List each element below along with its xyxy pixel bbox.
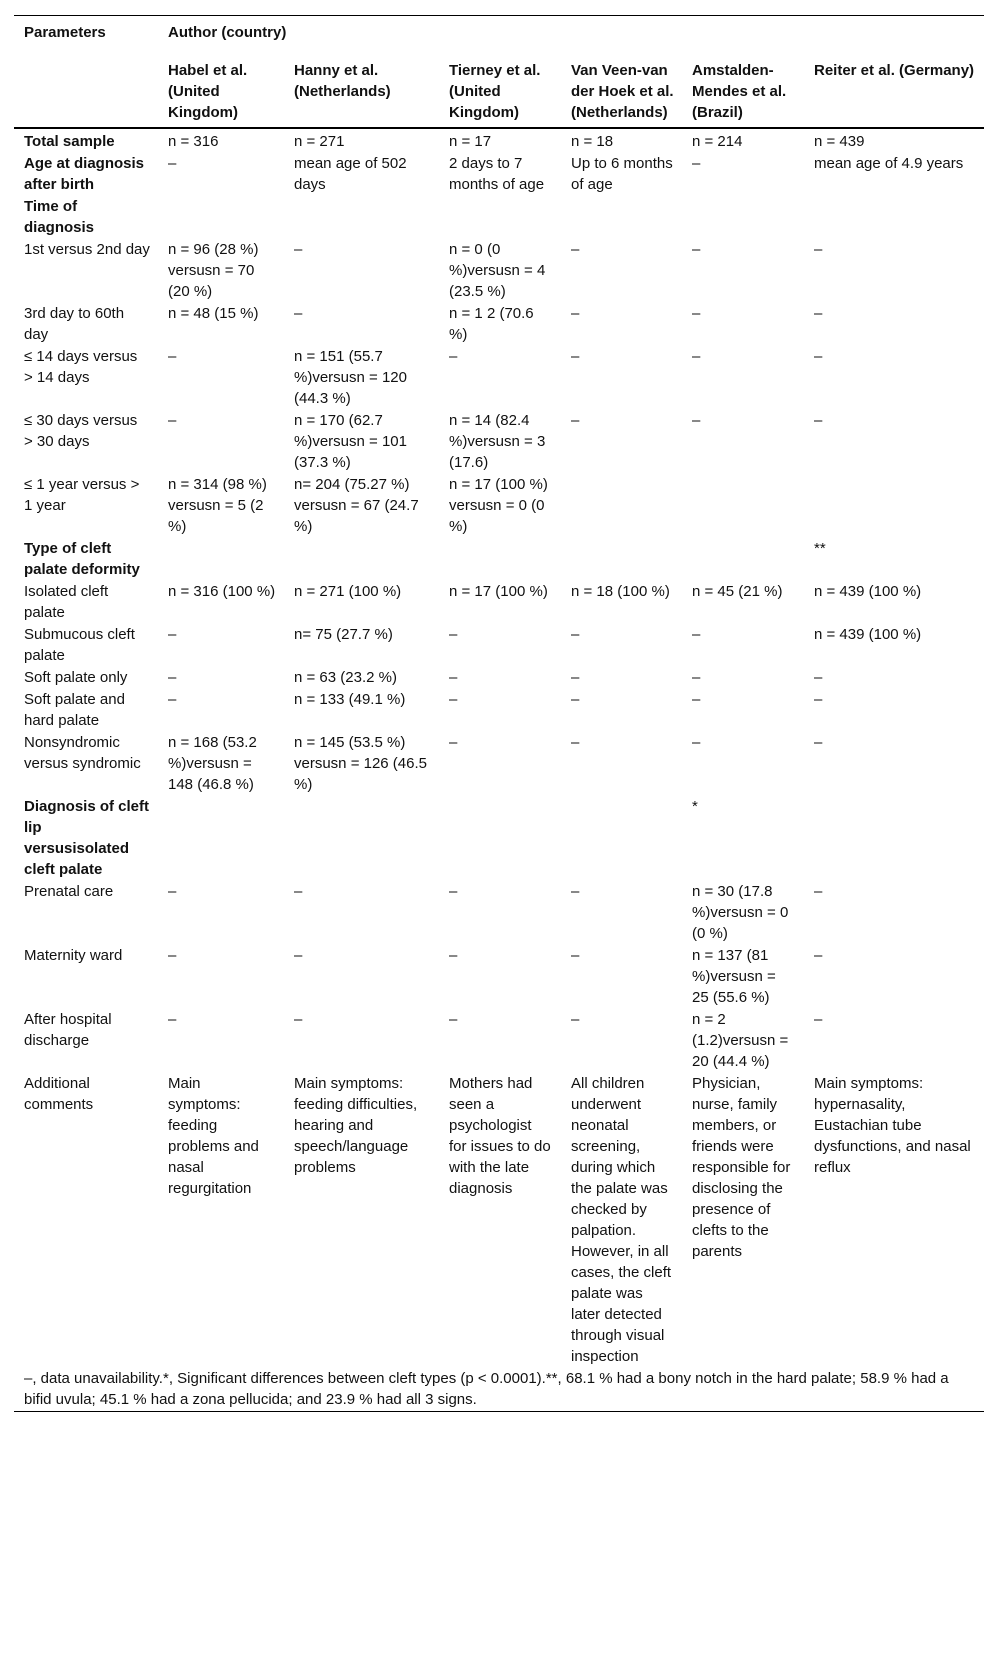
table-cell: – bbox=[449, 734, 458, 751]
table-row bbox=[14, 689, 984, 732]
table-cell: – bbox=[571, 626, 580, 643]
table-row bbox=[14, 581, 984, 624]
table-cell: n = 439 (100 %) bbox=[814, 583, 922, 600]
table-cell: – bbox=[294, 883, 303, 900]
header-study: Reiter et al. (Germany) bbox=[814, 62, 975, 79]
table-row bbox=[14, 945, 984, 1009]
table-cell bbox=[284, 796, 439, 881]
table-row bbox=[14, 1009, 984, 1073]
table-cell bbox=[439, 796, 561, 881]
table-cell bbox=[284, 196, 439, 239]
table-cell: – bbox=[814, 691, 823, 708]
table-cell bbox=[439, 196, 561, 239]
table-cell: – bbox=[571, 669, 580, 686]
table-cell: – bbox=[692, 669, 701, 686]
table-cell: – bbox=[449, 348, 458, 365]
row-label: Age at diagnosis after birth bbox=[24, 155, 145, 193]
table-cell bbox=[682, 196, 804, 239]
table-cell: n = 133 (49.1 %) bbox=[294, 691, 406, 708]
table-cell: 2 days to 7 months of age bbox=[449, 155, 545, 193]
table-cell: – bbox=[294, 1011, 303, 1028]
row-label: Submucous cleft palate bbox=[24, 626, 135, 664]
table-cell bbox=[804, 796, 984, 881]
table-cell: n = 145 (53.5 %) versusn = 126 (46.5 %) bbox=[294, 734, 428, 793]
table-cell: – bbox=[571, 734, 580, 751]
row-label: Maternity ward bbox=[24, 947, 123, 964]
table-cell: – bbox=[168, 947, 177, 964]
row-label: Nonsyndromic versus syndromic bbox=[24, 734, 141, 772]
table-cell: n = 2 (1.2)versusn = 20 (44.4 %) bbox=[692, 1011, 789, 1070]
table-cell: – bbox=[294, 947, 303, 964]
table-cell: – bbox=[571, 883, 580, 900]
row-label: Type of cleft palate deformity bbox=[24, 540, 140, 578]
table-cell: ** bbox=[814, 540, 826, 557]
table-cell: n = 170 (62.7 %)versusn = 101 (37.3 %) bbox=[294, 412, 407, 471]
table-cell: n = 151 (55.7 %)versusn = 120 (44.3 %) bbox=[294, 348, 407, 407]
table-cell: – bbox=[814, 348, 823, 365]
table-cell: – bbox=[571, 348, 580, 365]
table-cell: – bbox=[814, 734, 823, 751]
table-cell: – bbox=[168, 883, 177, 900]
table-cell: n = 14 (82.4 %)versusn = 3 (17.6) bbox=[449, 412, 546, 471]
row-label: After hospital discharge bbox=[24, 1011, 112, 1049]
table-body bbox=[14, 128, 984, 1368]
table-cell: Main symptoms: feeding problems and nasal regurgitation bbox=[168, 1075, 259, 1197]
table-cell: Up to 6 months of age bbox=[571, 155, 673, 193]
table-cell: – bbox=[571, 305, 580, 322]
table-cell: – bbox=[692, 734, 701, 751]
table-cell: n = 214 bbox=[692, 133, 743, 150]
table-cell: – bbox=[168, 669, 177, 686]
table-cell: – bbox=[168, 348, 177, 365]
table-cell: n = 137 (81 %)versusn = 25 (55.6 %) bbox=[692, 947, 776, 1006]
table-row bbox=[14, 732, 984, 796]
table-cell: – bbox=[449, 691, 458, 708]
table-row bbox=[14, 796, 984, 881]
table-row bbox=[14, 128, 984, 153]
table-cell: n = 1 2 (70.6 %) bbox=[449, 305, 534, 343]
header-parameters: Parameters bbox=[14, 16, 158, 47]
table-cell: n= 204 (75.27 %) versusn = 67 (24.7 %) bbox=[294, 476, 419, 535]
header-blank bbox=[14, 46, 158, 128]
table-cell: * bbox=[692, 798, 698, 815]
row-label: Soft palate only bbox=[24, 669, 128, 686]
data-table bbox=[14, 15, 984, 1412]
table-cell: – bbox=[571, 412, 580, 429]
table-cell: – bbox=[692, 155, 701, 172]
table-cell: – bbox=[168, 412, 177, 429]
table-cell bbox=[561, 538, 682, 581]
table-cell: – bbox=[692, 412, 701, 429]
table-cell bbox=[804, 196, 984, 239]
table-cell: n = 271 bbox=[294, 133, 345, 150]
row-label: Prenatal care bbox=[24, 883, 114, 900]
table-row bbox=[14, 624, 984, 667]
row-label: Isolated cleft palate bbox=[24, 583, 109, 621]
table-cell: n = 18 bbox=[571, 133, 614, 150]
table-cell: n = 17 (100 %) bbox=[449, 583, 548, 600]
table-row bbox=[14, 667, 984, 689]
table-cell: – bbox=[692, 691, 701, 708]
table-cell bbox=[561, 796, 682, 881]
table-cell: n = 439 bbox=[814, 133, 865, 150]
row-label: ≤ 1 year versus > 1 year bbox=[24, 476, 140, 514]
table-cell: mean age of 502 days bbox=[294, 155, 407, 193]
row-label: ≤ 14 days versus > 14 days bbox=[24, 348, 138, 386]
table-cell: – bbox=[571, 691, 580, 708]
table-cell bbox=[158, 796, 284, 881]
table-cell: – bbox=[692, 305, 701, 322]
table-cell: All children underwent neonatal screening, during which the palate was checked by palpation. However, in all cases, the cleft palate was later detected through visual inspection bbox=[571, 1075, 672, 1365]
table-cell: n = 168 (53.2 %)versusn = 148 (46.8 %) bbox=[168, 734, 257, 793]
table-row bbox=[14, 538, 984, 581]
table-cell: n = 316 (100 %) bbox=[168, 583, 276, 600]
header-study: Hanny et al. (Netherlands) bbox=[294, 62, 391, 100]
table-cell: n = 271 (100 %) bbox=[294, 583, 402, 600]
table-cell: – bbox=[692, 348, 701, 365]
table-cell: mean age of 4.9 years bbox=[814, 155, 964, 172]
table-cell: Main symptoms: hypernasality, Eustachian tube dysfunctions, and nasal reflux bbox=[814, 1075, 971, 1176]
header-study: Habel et al. (United Kingdom) bbox=[168, 62, 248, 121]
table-cell: – bbox=[449, 947, 458, 964]
table-cell: – bbox=[294, 305, 303, 322]
table-cell: n = 45 (21 %) bbox=[692, 583, 783, 600]
table-cell: – bbox=[571, 1011, 580, 1028]
table-row bbox=[14, 239, 984, 303]
table-cell: – bbox=[449, 883, 458, 900]
table-cell: – bbox=[814, 947, 823, 964]
table-cell: n = 316 bbox=[168, 133, 219, 150]
table-cell bbox=[158, 196, 284, 239]
table-cell bbox=[682, 474, 804, 538]
table-cell: – bbox=[168, 626, 177, 643]
table-cell: – bbox=[814, 241, 823, 258]
header-study: Amstalden-Mendes et al. (Brazil) bbox=[692, 62, 787, 121]
table-cell: – bbox=[168, 155, 177, 172]
table-cell: – bbox=[294, 241, 303, 258]
table-cell: n = 18 (100 %) bbox=[571, 583, 670, 600]
row-label: Time of diagnosis bbox=[24, 198, 95, 236]
table-cell: – bbox=[168, 691, 177, 708]
row-label: Additional comments bbox=[24, 1075, 94, 1113]
table-cell: n = 314 (98 %) versusn = 5 (2 %) bbox=[168, 476, 267, 535]
table-row bbox=[14, 474, 984, 538]
table-row bbox=[14, 410, 984, 474]
table-row bbox=[14, 1073, 984, 1368]
table-cell: n = 63 (23.2 %) bbox=[294, 669, 397, 686]
header-study: Tierney et al. (United Kingdom) bbox=[449, 62, 541, 121]
row-label: Soft palate and hard palate bbox=[24, 691, 125, 729]
table-cell: – bbox=[168, 1011, 177, 1028]
table-cell: n = 30 (17.8 %)versusn = 0 (0 %) bbox=[692, 883, 789, 942]
table-cell bbox=[561, 474, 682, 538]
table-cell: – bbox=[449, 1011, 458, 1028]
table-cell: – bbox=[814, 669, 823, 686]
row-label: ≤ 30 days versus > 30 days bbox=[24, 412, 138, 450]
table-row bbox=[14, 881, 984, 945]
table-cell bbox=[682, 538, 804, 581]
table-cell: – bbox=[814, 412, 823, 429]
row-label: Total sample bbox=[24, 133, 115, 150]
table-cell: – bbox=[814, 305, 823, 322]
table-row bbox=[14, 153, 984, 196]
row-label: 3rd day to 60th day bbox=[24, 305, 125, 343]
table-cell: – bbox=[571, 947, 580, 964]
table-cell: Main symptoms: feeding difficulties, hearing and speech/language problems bbox=[294, 1075, 418, 1176]
table-cell: n= 75 (27.7 %) bbox=[294, 626, 393, 643]
table-cell: n = 17 bbox=[449, 133, 492, 150]
table-cell: – bbox=[814, 883, 823, 900]
row-label: Diagnosis of cleft lip versusisolated cleft palate bbox=[24, 798, 150, 878]
table-cell bbox=[561, 196, 682, 239]
table-cell bbox=[284, 538, 439, 581]
table-cell bbox=[439, 538, 561, 581]
table-cell: Mothers had seen a psychologist for issues to do with the late diagnosis bbox=[449, 1075, 551, 1197]
table-cell: – bbox=[571, 241, 580, 258]
table-cell bbox=[158, 538, 284, 581]
table-cell: – bbox=[814, 1011, 823, 1028]
table-cell: – bbox=[449, 669, 458, 686]
table-cell: – bbox=[692, 241, 701, 258]
row-label: 1st versus 2nd day bbox=[24, 241, 150, 258]
table-cell: n = 439 (100 %) bbox=[814, 626, 922, 643]
table-cell: Physician, nurse, family members, or friends were responsible for disclosing the presence of clefts to the parents bbox=[692, 1075, 791, 1260]
header-study: Van Veen-van der Hoek et al. (Netherlands) bbox=[571, 62, 674, 121]
table-row bbox=[14, 196, 984, 239]
table-cell: n = 96 (28 %) versusn = 70 (20 %) bbox=[168, 241, 259, 300]
header-author-country: Author (country) bbox=[158, 16, 984, 47]
table-cell: – bbox=[692, 626, 701, 643]
table-row bbox=[14, 346, 984, 410]
table-cell: n = 48 (15 %) bbox=[168, 305, 259, 322]
table-cell: n = 0 (0 %)versusn = 4 (23.5 %) bbox=[449, 241, 546, 300]
table-cell: – bbox=[449, 626, 458, 643]
table-cell bbox=[804, 474, 984, 538]
table-footnote: –, data unavailability.*, Significant differences between cleft types (p < 0.0001).**, 68.1 % had a bony notch in the hard palate; 58.9 % had a bifid uvula; 45.1 % had a zona pellucida; and 23.9 % had all 3 signs. bbox=[14, 1368, 984, 1412]
table-cell: n = 17 (100 %) versusn = 0 (0 %) bbox=[449, 476, 548, 535]
table-row bbox=[14, 303, 984, 346]
